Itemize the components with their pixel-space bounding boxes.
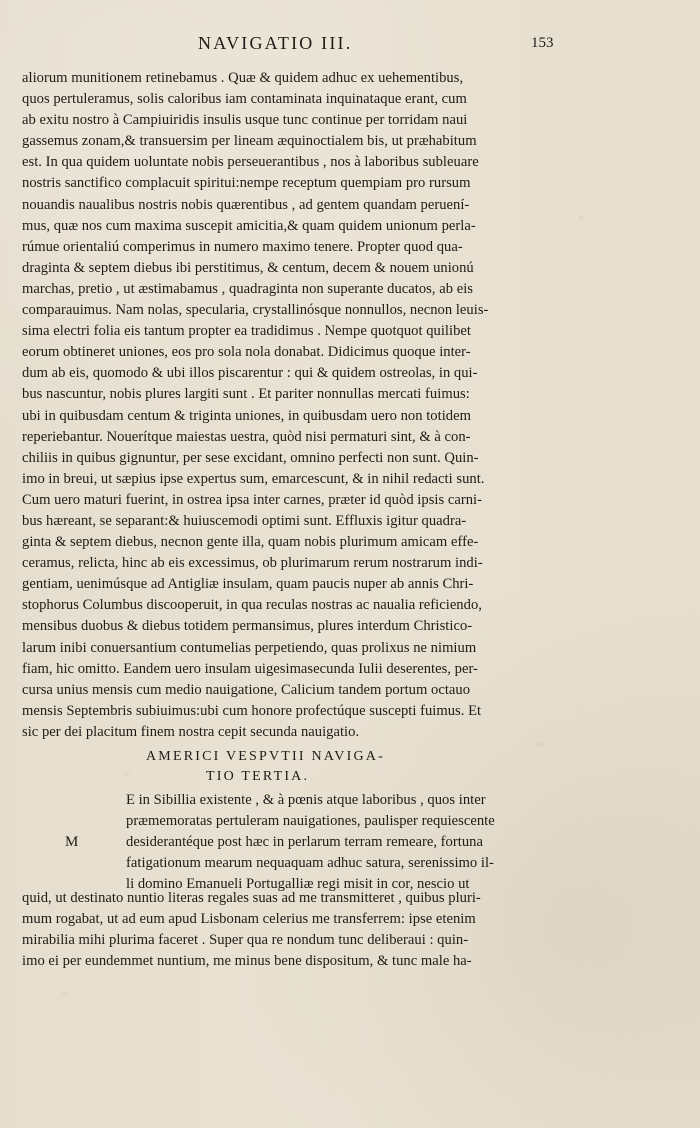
text-line: nostris sanctifico complacuit spiritui:nempe receptum quempiam pro rursum [22, 175, 471, 192]
text-line: li domino Emanueli Portugalliæ regi misit in cor, nescio ut [126, 876, 470, 893]
text-line: imo in breui, ut sæpius ipse expertus sum, emarcescunt, & in nihil redacti sunt. [22, 470, 485, 487]
text-line: fiam, hic omitto. Eandem uero insulam uigesimasecunda Iulii deserentes, per- [22, 660, 478, 677]
page-number: 153 [531, 35, 554, 51]
text-line: mum rogabat, ut ad eum apud Lisbonam celerius me transferrem: ipse etenim [22, 911, 476, 928]
paper-mark [535, 743, 543, 746]
text-line: est. In qua quidem uoluntate nobis perseuerantibus , nos à laboribus subleuare [22, 154, 479, 171]
text-line: mirabilia mihi plurima faceret . Super qua re nondum tunc deliberaui : quin- [22, 932, 469, 949]
text-line: E in Sibillia existente , & à pœnis atque laboribus , quos inter [126, 792, 486, 808]
text-line: nouandis naualibus nostris nobis quærentibus , ad gentem quandam peruení- [22, 196, 470, 213]
text-line: marchas, pretio , ut æstimabamus , quadraginta non superante ducatos, ab eis [22, 280, 473, 297]
text-line: draginta & septem diebus ibi perstitimus, & centum, decem & nouem unionú [22, 259, 474, 276]
text-line: stophorus Columbus discooperuit, in qua reculas nostras ac naualia reficiendo, [22, 597, 482, 614]
text-line: quid, ut destinato nuntio literas regales suas ad me transmitteret , quibus pluri- [22, 890, 481, 906]
text-line: mensis Septembris subiuimus:ubi cum honore profectúque suscepti fuimus. Et [22, 702, 482, 719]
main-text-block [22, 68, 552, 743]
section-title-line: AMERICI VESPVTII NAVIGA- [146, 749, 385, 764]
running-head: NAVIGATIO III. [198, 33, 353, 53]
text-line: præmemoratas pertuleram nauigationes, paulisper requiescente [126, 813, 495, 830]
text-line: fatigationum mearum nequaquam adhuc satura, serenissimo il- [126, 855, 494, 872]
text-line: gassemus zonam,& transuersim per lineam æquinoctialem bis, ut præhabitum [22, 133, 477, 150]
text-line: imo ei per eundemmet nuntium, me minus bene dispositum, & tunc male ha- [22, 953, 472, 970]
initial-letter: M [65, 834, 79, 850]
text-line: rúmue orientaliú comperimus in numero maximo tenere. Propter quod qua- [22, 238, 463, 255]
text-line: bus nascuntur, nobis plures largiti sunt . Et pariter nonnullas mercati fuimus: [22, 386, 470, 403]
paper-mark [579, 216, 583, 220]
text-line: mus, quæ nos cum maxima suscepit amicitia,& quam quidem unionum perla- [22, 217, 476, 234]
text-line: ab exitu nostro à Campiuiridis insulis usque tunc continue per torridam naui [22, 112, 468, 129]
opening-initial [65, 832, 85, 852]
paper-mark [62, 992, 68, 995]
text-line: bus hæreant, se separant:& huiuscemodi optimi sunt. Effluxis igitur quadra- [22, 512, 467, 529]
continuation-text-block [22, 888, 552, 972]
text-line: sic per dei placitum finem nostra cepit secunda nauigatio. [22, 723, 360, 740]
text-line: desiderantéque post hæc in perlarum terram remeare, fortuna [126, 834, 483, 851]
text-line: sima electri folia eis tantum propter ea tradidimus . Nempe quotquot quilibet [22, 323, 471, 340]
text-line: quos pertuleramus, solis caloribus iam contaminata inquinataque erant, cum [22, 91, 467, 108]
opening-text-block [126, 790, 541, 895]
section-title-line: TIO TERTIA. [206, 769, 310, 784]
text-line: eorum obtineret uniones, eos pro sola nola donabat. Didicimus quoque inter- [22, 344, 471, 361]
text-line: ceramus, relicta, hinc ab eis excessimus, ob plurimarum rerum nostrarum indi- [22, 555, 483, 572]
paper-mark [125, 772, 129, 776]
text-line: dum ab eis, quomodo & ubi illos piscarentur : qui & quidem ostreolas, in qui- [22, 365, 478, 382]
text-line: reperiebantur. Nouerítque maiestas uestra, quòd nisi permaturi sint, & à con- [22, 428, 471, 445]
text-line: ginta & septem diebus, necnon gente illa, quam nobis plurimum amicam effe- [22, 534, 479, 551]
text-line: Cum uero maturi fuerint, in ostrea ipsa inter carnes, præter id quòd ipsis carni- [22, 491, 482, 508]
text-line: larum inibi conuersantium contumelias perpetiendo, quas prolixus ne nimium [22, 639, 477, 656]
text-line: gentiam, uenimúsque ad Antigliæ insulam, quam paucis nuper ab annis Chri- [22, 576, 474, 593]
text-line: comparauimus. Nam nolas, specularia, crystallinósque nonnullos, necnon leuis- [22, 302, 489, 319]
text-line: mensibus duobus & diebus totidem permansimus, plures interdum Christico- [22, 618, 473, 635]
text-line: cursa unius mensis cum medio nauigatione, Calicium tandem portum octauo [22, 681, 471, 698]
page-header [0, 31, 700, 55]
text-line: ubi in quibusdam centum & triginta uniones, in quibusdam uero non totidem [22, 407, 471, 424]
text-line: chiliis in quibus gignuntur, per sese excidant, omnino perfecti non sunt. Quin- [22, 449, 479, 466]
text-line: aliorum munitionem retinebamus . Quæ & quidem adhuc ex uehementibus, [22, 70, 464, 86]
section-title [146, 747, 506, 787]
